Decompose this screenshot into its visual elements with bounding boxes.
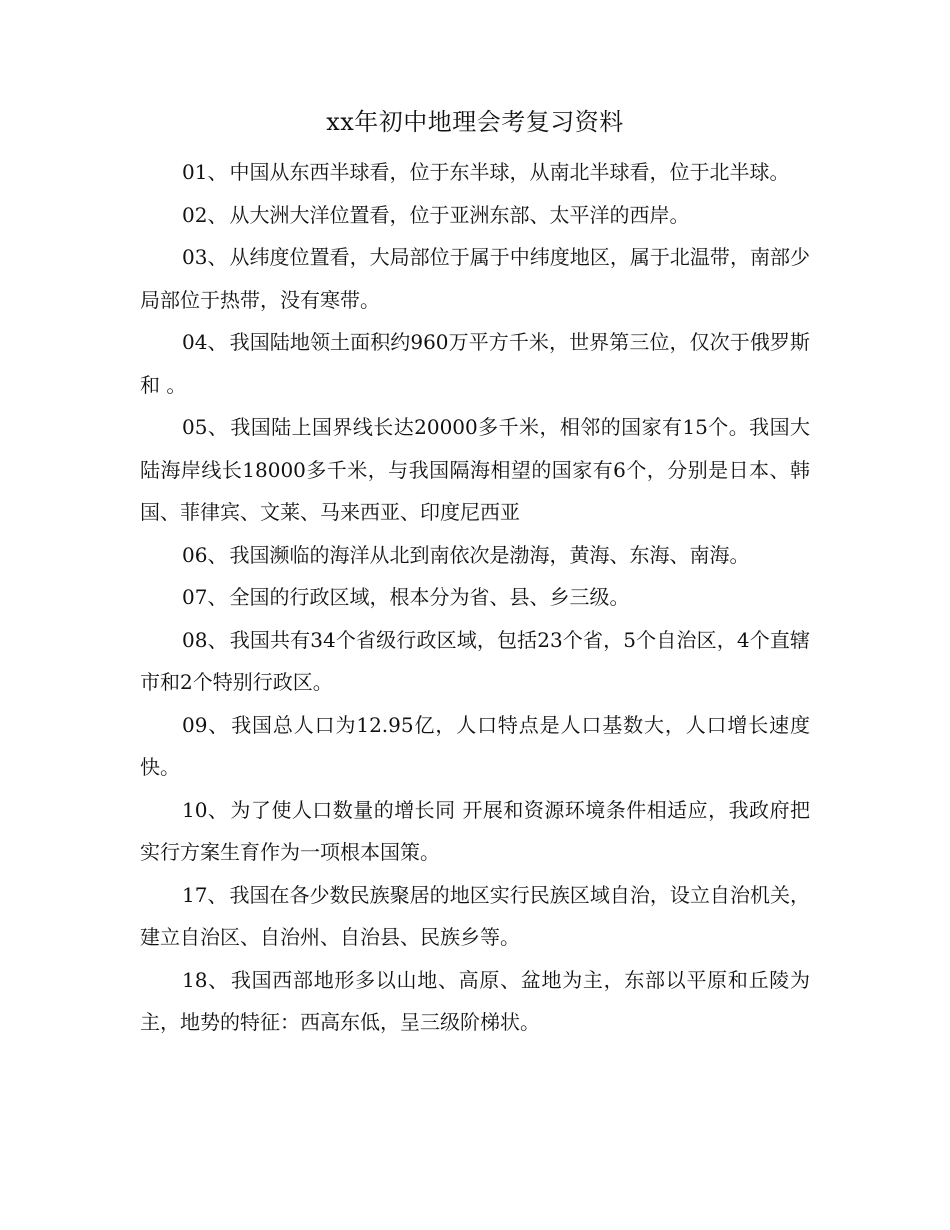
item-number: 07、 <box>182 585 228 609</box>
item-number: 09、 <box>182 712 230 737</box>
item-text: 为了使人口数量的增长同 开展和资源环境条件相适应，我政府把实行方案生育作为一项根本国策。 <box>140 797 811 864</box>
item-text: 从大洲大洋位置看，位于亚洲东部、太平洋的西岸。 <box>229 202 690 227</box>
item-number: 04、 <box>182 330 228 354</box>
item-text: 我国濒临的海洋从北到南依次是渤海，黄海、东海、南海。 <box>229 542 750 567</box>
review-item <box>140 534 810 577</box>
item-text: 我国陆上国界线长达20000多千米，相邻的国家有15个。我国大陆海岸线长18000多千米，与我国隔海相望的国家有6个，分别是日本、韩国、菲律宾、文莱、马来西亚、印度尼西亚 <box>140 415 811 524</box>
item-text: 我国陆地领土面积约960万平方千米，世界第三位，仅次于俄罗斯和 。 <box>140 330 810 397</box>
item-number: 05、 <box>182 415 229 439</box>
item-number: 10、 <box>182 797 229 822</box>
item-number: 08、 <box>182 627 228 652</box>
item-text: 我国西部地形多以山地、高原、盆地为主，东部以平原和丘陵为主，地势的特征：西高东低，呈三级阶梯状。 <box>140 967 811 1034</box>
review-item <box>140 959 810 1044</box>
item-text: 我国共有34个省级行政区域，包括23个省，5个自治区，4个直辖市和2个特别行政区。 <box>140 627 810 694</box>
review-item <box>140 151 810 194</box>
item-number: 02、 <box>182 202 228 227</box>
review-item <box>140 874 810 959</box>
item-text: 我国总人口为12.95亿，人口特点是人口基数大，人口增长速度快。 <box>140 712 810 779</box>
item-text: 我国在各少数民族聚居的地区实行民族区域自治，设立自治机关，建立自治区、自治州、自治县、民族乡等。 <box>140 882 811 949</box>
document-title: xx年初中地理会考复习资料 <box>326 108 624 136</box>
review-item <box>140 194 810 237</box>
item-text: 中国从东西半球看，位于东半球，从南北半球看，位于北半球。 <box>229 160 790 184</box>
review-item <box>140 321 810 406</box>
item-number: 17、 <box>182 882 228 907</box>
review-item <box>140 789 810 874</box>
review-item <box>140 406 810 534</box>
item-number: 03、 <box>182 245 228 269</box>
item-number: 01、 <box>182 160 228 184</box>
review-item <box>140 576 810 619</box>
item-number: 18、 <box>182 967 229 992</box>
review-item <box>140 619 810 704</box>
item-number: 06、 <box>182 542 228 567</box>
item-text: 从纬度位置看，大局部位于属于中纬度地区，属于北温带，南部少局部位于热带，没有寒带。 <box>140 245 811 312</box>
review-item-list <box>140 151 810 1044</box>
item-text: 全国的行政区域，根本分为省、县、乡三级。 <box>229 585 630 609</box>
review-item <box>140 704 810 789</box>
review-item <box>140 236 810 321</box>
